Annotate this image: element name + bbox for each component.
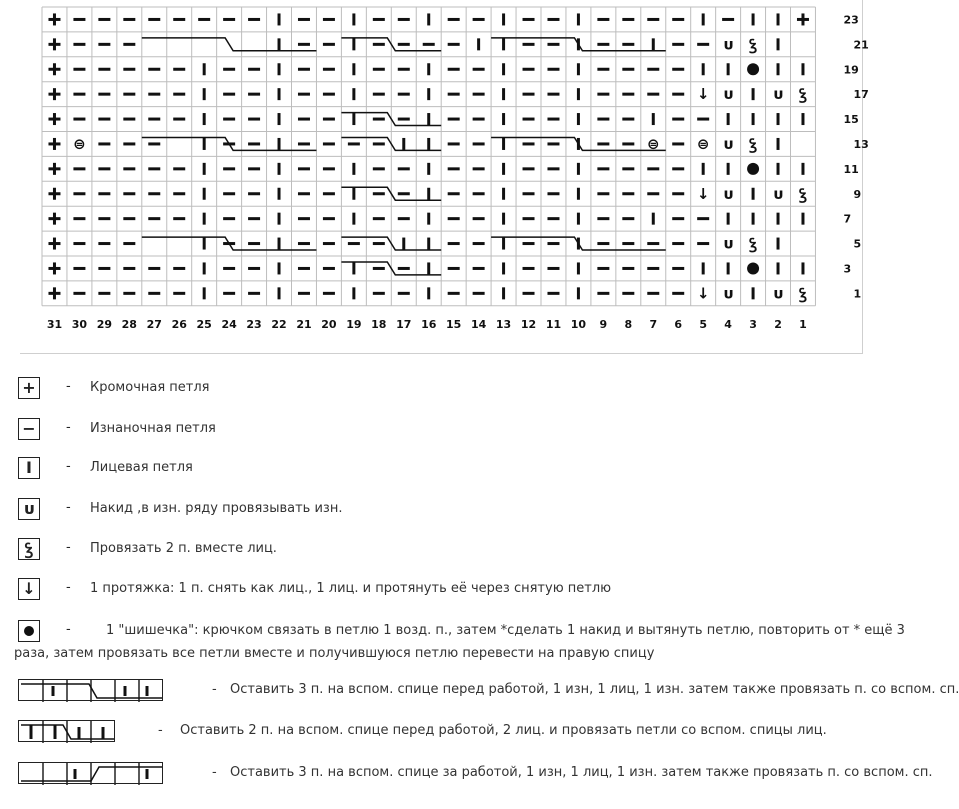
legend-glyph: I xyxy=(26,458,32,477)
legend-row xyxy=(18,377,878,403)
row-number: 13 xyxy=(853,137,869,151)
column-number: 27 xyxy=(146,317,162,331)
cable-line xyxy=(142,237,317,250)
knitting-chart-frame xyxy=(20,0,869,354)
purl-icon xyxy=(18,418,40,440)
legend-glyph: ↓ xyxy=(22,579,36,598)
column-number: 30 xyxy=(71,317,88,331)
cable-2-2-front-icon xyxy=(18,720,115,742)
legend-dash: - xyxy=(66,540,71,555)
legend-row xyxy=(18,418,878,444)
legend-text: Провязать 2 п. вместе лиц. xyxy=(90,541,277,556)
legend-text: Изнаночная петля xyxy=(90,421,216,436)
bobble-symbol xyxy=(747,163,759,175)
stitch-symbol: ᴜ xyxy=(773,284,783,303)
column-number: 18 xyxy=(371,317,387,331)
column-number: 25 xyxy=(196,317,212,331)
knitting-chart xyxy=(20,0,869,353)
legend-row xyxy=(18,457,878,483)
stitch-symbol: ᴜ xyxy=(723,85,733,104)
column-number: 2 xyxy=(774,317,782,331)
stitch-symbol: ↓ xyxy=(696,184,710,203)
stitch-symbol: ᴜ xyxy=(723,284,733,303)
cable-3-3-back-icon xyxy=(18,762,163,784)
row-number: 5 xyxy=(853,237,862,251)
column-number: 11 xyxy=(545,317,562,331)
row-number: 1 xyxy=(853,287,862,301)
legend-text: Накид ,в изн. ряду провязывать изн. xyxy=(90,501,343,516)
legend-row-cable-3 xyxy=(18,762,933,788)
legend-row xyxy=(18,578,878,604)
legend-glyph: − xyxy=(22,419,36,438)
legend-dash: - xyxy=(66,580,71,595)
cable-2-text: Оставить 2 п. на вспом. спице перед работой, 2 лиц. и провязать петли со вспом. спицы лиц. xyxy=(180,723,827,738)
legend-dash: - xyxy=(66,379,71,394)
bobble-symbol xyxy=(747,262,759,274)
legend-text: Лицевая петля xyxy=(90,460,193,475)
column-number: 14 xyxy=(470,317,487,331)
column-number: 13 xyxy=(495,317,512,331)
sk2p-icon xyxy=(18,578,40,600)
stitch-symbol: ꝣ xyxy=(799,184,807,203)
cable-dash: - xyxy=(212,682,217,697)
stitch-symbol: ᴜ xyxy=(723,184,733,203)
stitch-symbol: ꝣ xyxy=(749,35,757,54)
stitch-symbol: ⊜ xyxy=(73,134,86,153)
cable-dash: - xyxy=(158,723,163,738)
row-number: 17 xyxy=(853,88,869,102)
stitch-symbol: ↓ xyxy=(696,284,710,303)
cable-1-text: Оставить 3 п. на вспом. спице перед работой, 1 изн, 1 лиц, 1 изн. затем также провязать п. со вспом. сп. xyxy=(230,682,959,697)
cable-3-text: Оставить 3 п. на вспом. спице за работой, 1 изн, 1 лиц, 1 изн. затем также провязать п. со вспом. сп. xyxy=(230,765,933,780)
legend-dash: - xyxy=(66,459,71,474)
column-number: 21 xyxy=(296,317,312,331)
legend-row-bobble xyxy=(14,620,905,665)
row-number: 7 xyxy=(843,212,852,226)
cable-dash: - xyxy=(212,765,217,780)
column-number: 1 xyxy=(799,317,807,331)
cable-3-3-front-icon xyxy=(18,679,163,701)
legend-dash: - xyxy=(66,622,71,637)
legend-text: 1 протяжка: 1 п. снять как лиц., 1 лиц. и протянуть её через снятую петлю xyxy=(90,581,612,596)
column-number: 7 xyxy=(649,317,658,331)
column-number: 31 xyxy=(46,317,63,331)
stitch-symbol: ꝣ xyxy=(799,85,807,104)
row-number: 9 xyxy=(853,187,862,201)
column-number: 29 xyxy=(96,317,113,331)
column-number: 19 xyxy=(346,317,362,331)
legend-text: Кромочная петля xyxy=(90,380,210,395)
legend-dash: - xyxy=(66,500,71,515)
row-number: 19 xyxy=(843,63,859,77)
cable-line xyxy=(142,38,317,51)
column-number: 26 xyxy=(171,317,187,331)
cable-line xyxy=(142,138,317,151)
k2tog-icon xyxy=(18,538,40,560)
legend-glyph: ᴜ xyxy=(23,499,35,518)
stitch-symbol: ꝣ xyxy=(749,134,757,153)
column-number: 24 xyxy=(221,317,237,331)
legend-glyph: ꝣ xyxy=(24,539,34,558)
stitch-symbol: ᴜ xyxy=(723,35,733,54)
yarn-over-icon xyxy=(18,498,40,520)
column-number: 10 xyxy=(570,317,587,331)
legend-row xyxy=(18,498,878,524)
row-number: 15 xyxy=(843,113,859,127)
legend-dash: - xyxy=(66,420,71,435)
stitch-symbol: ⊜ xyxy=(646,134,660,153)
stitch-symbol: ᴜ xyxy=(773,85,783,104)
stitch-symbol: ⊜ xyxy=(696,134,710,153)
column-number: 8 xyxy=(624,317,633,331)
legend-bobble-text-1: 1 "шишечка": крючком связать в петлю 1 возд. п., затем *сделать 1 накид и вытянуть петлю, повторить от * ещё 3 xyxy=(106,623,905,638)
row-number: 21 xyxy=(853,38,869,52)
column-number: 4 xyxy=(724,317,732,331)
bobble-symbol xyxy=(747,63,759,75)
column-number: 22 xyxy=(271,317,287,331)
legend-glyph: + xyxy=(22,378,36,397)
legend-row-cable-1 xyxy=(18,679,959,705)
legend-row xyxy=(18,538,878,564)
column-number: 28 xyxy=(121,317,137,331)
stitch-symbol: ꝣ xyxy=(749,234,757,253)
column-number: 15 xyxy=(446,317,462,331)
bobble-icon xyxy=(18,620,40,642)
column-number: 20 xyxy=(321,317,337,331)
stitch-symbol: ᴜ xyxy=(723,134,733,153)
row-number: 23 xyxy=(843,13,859,27)
column-number: 9 xyxy=(599,317,608,331)
column-number: 23 xyxy=(246,317,262,331)
stitch-symbol: ꝣ xyxy=(799,284,807,303)
column-number: 5 xyxy=(699,317,708,331)
row-number: 3 xyxy=(843,262,852,276)
stitch-symbol: ᴜ xyxy=(773,184,783,203)
knit-icon xyxy=(18,457,40,479)
stitch-symbol: ᴜ xyxy=(723,234,733,253)
row-number: 11 xyxy=(843,162,859,176)
stitch-symbol: ↓ xyxy=(696,85,710,104)
legend-bobble-text-2: раза, затем провязать все петли вместе и получившуюся петлю перевести на правую спицу xyxy=(14,646,655,661)
edge-stitch-icon xyxy=(18,377,40,399)
column-number: 12 xyxy=(520,317,537,331)
column-number: 16 xyxy=(421,317,437,331)
column-number: 3 xyxy=(749,317,757,331)
column-number: 6 xyxy=(674,317,683,331)
column-number: 17 xyxy=(396,317,412,331)
legend-row-cable-2 xyxy=(18,720,878,746)
